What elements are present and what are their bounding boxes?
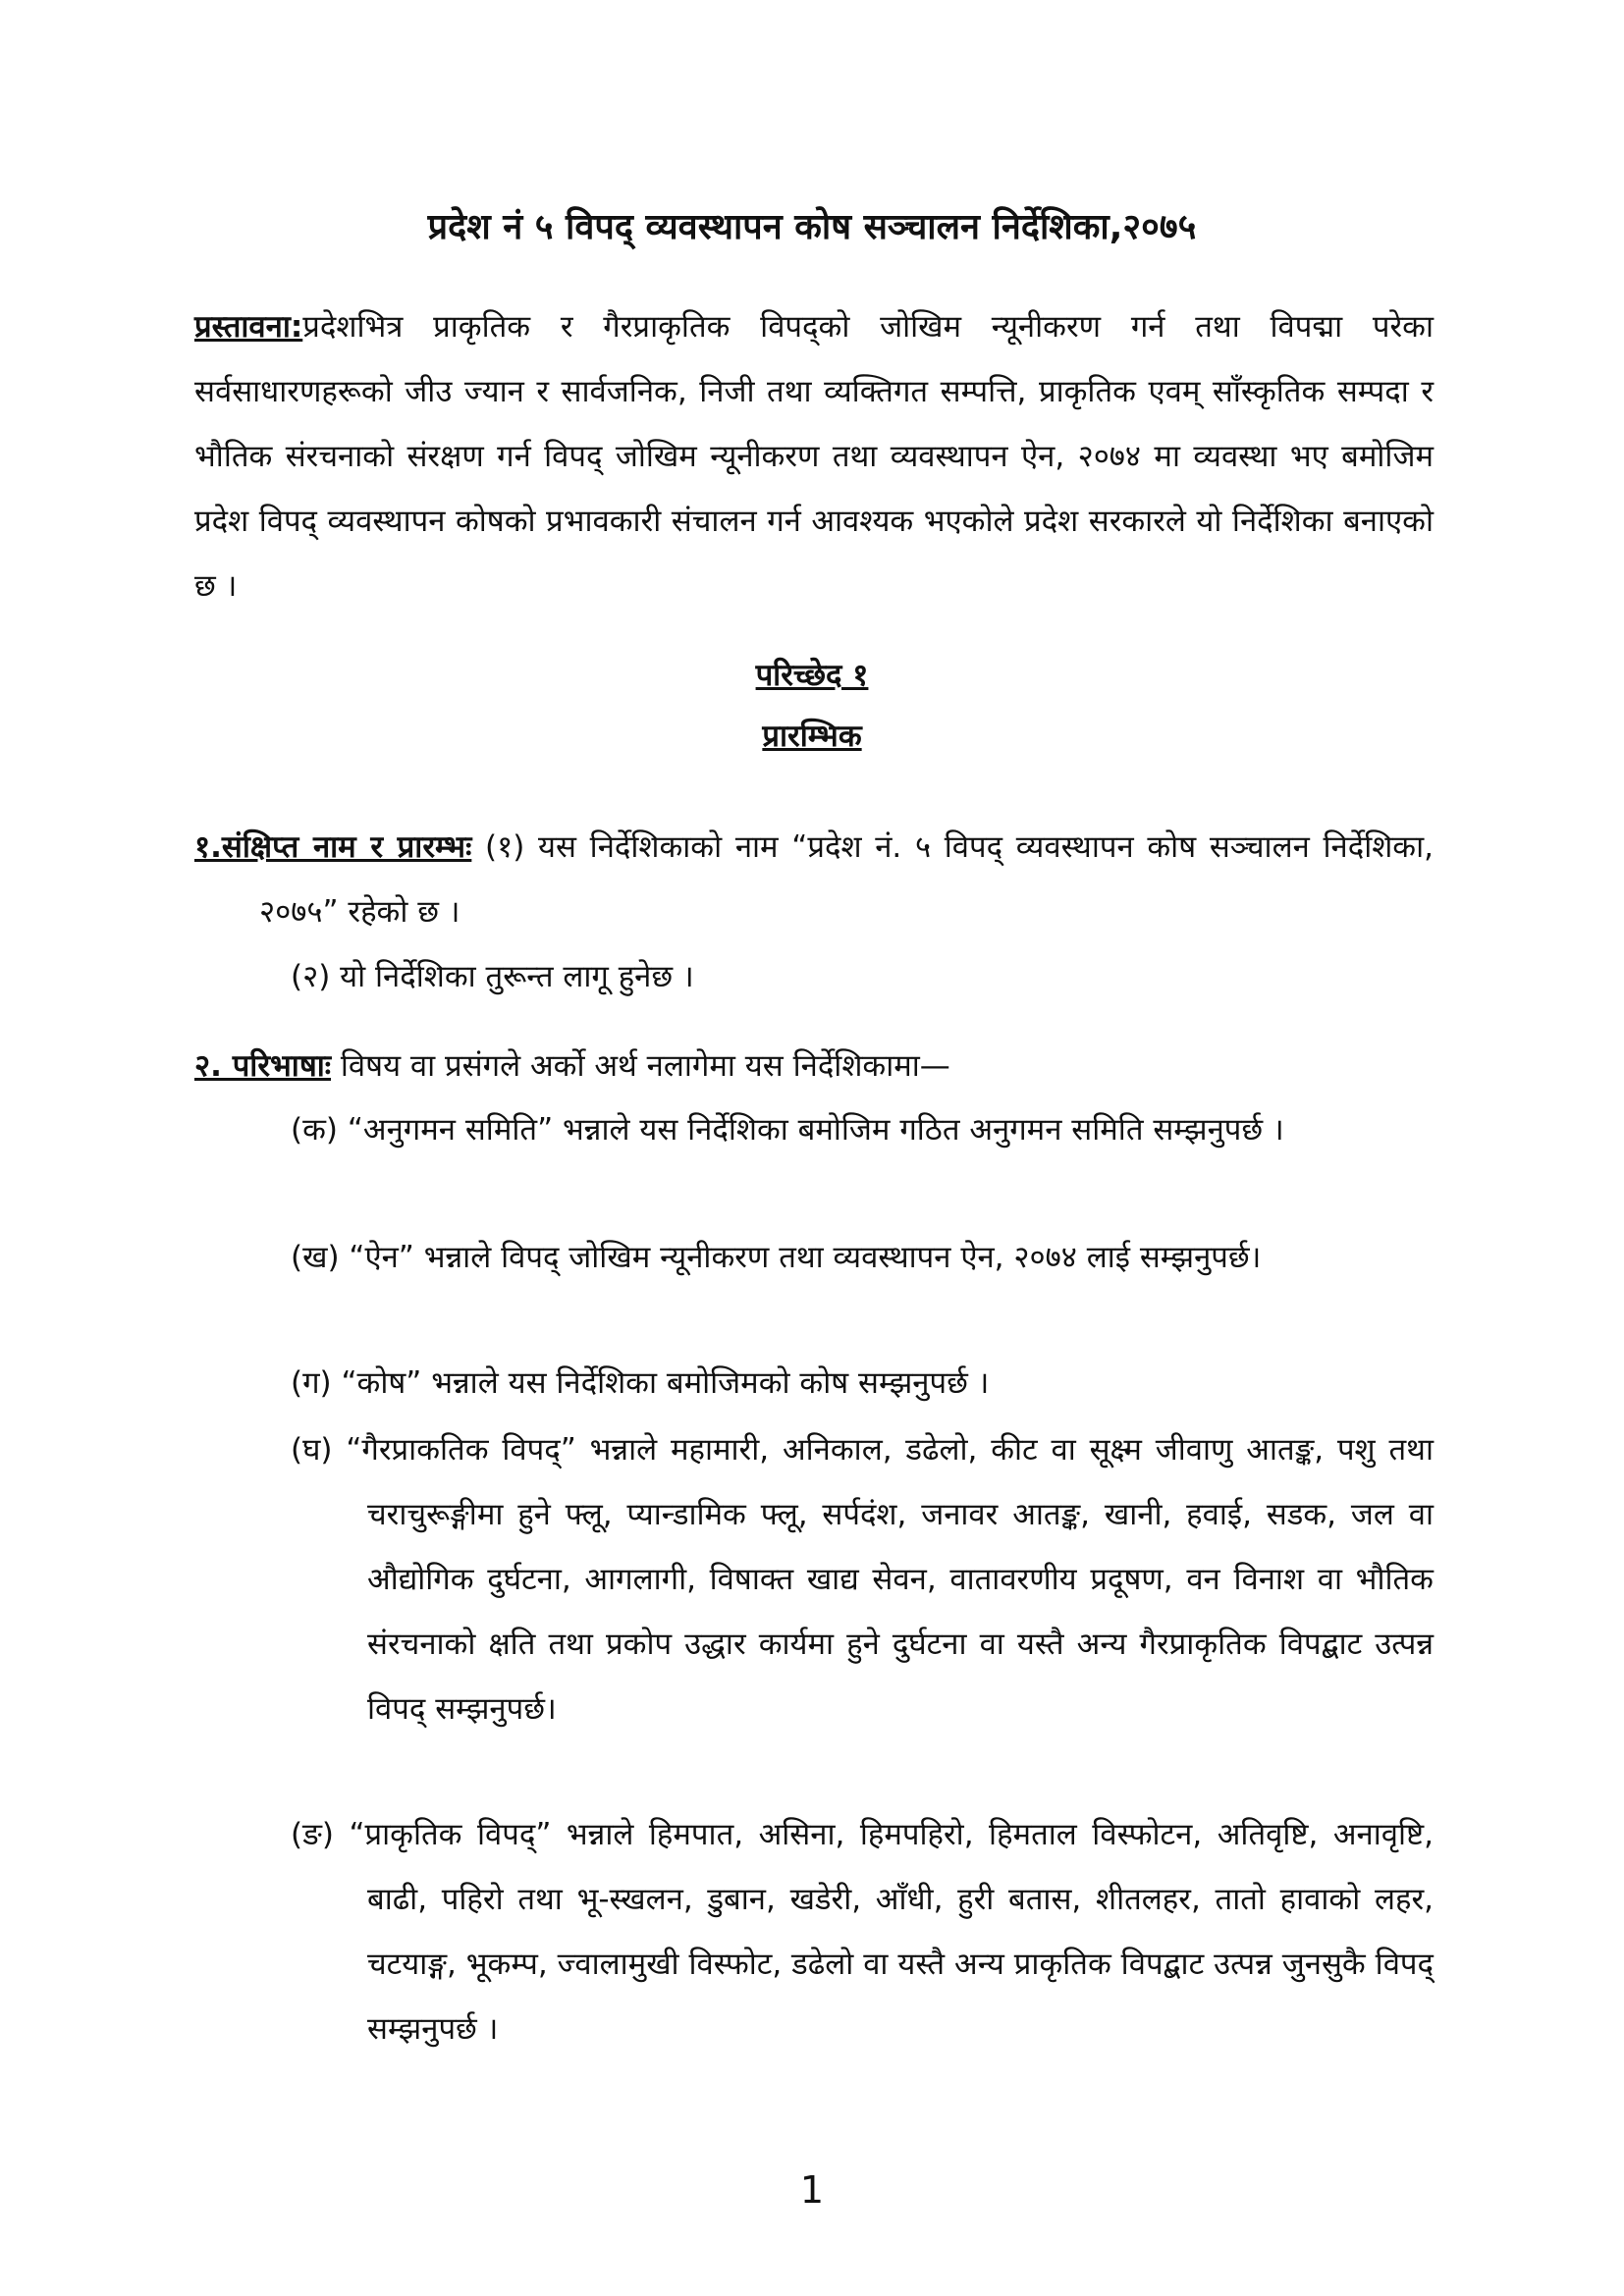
document-title: प्रदेश नं ५ विपद् व्यवस्थापन कोष सञ्चालन निर्देशिका,२०७५: [427, 207, 1197, 247]
preamble-paragraph: [194, 294, 1434, 618]
page-number: 1: [799, 2168, 825, 2212]
preamble-text: प्रदेशभित्र प्राकृतिक र गैरप्राकृतिक विपद्को जोखिम न्यूनीकरण गर्न तथा विपद्मा परेका सर्वसाधारणहरूको जीउ ज्यान र सार्वजनिक, निजी तथा व्यक्तिगत सम्पत्ति, प्राकृतिक एवम् साँस्कृतिक सम्पदा र भौतिक संरचनाको संरक्षण गर्न विपद् जोखिम न्यूनीकरण तथा व्यवस्थापन ऐन, २०७४ मा व्यवस्था भए बमोजिम प्रदेश विपद् व्यवस्थापन कोषको प्रभावकारी संचालन गर्न आवश्यक भएकोले प्रदेश सरकारले यो निर्देशिका बनाएको छ ।: [194, 309, 1434, 604]
section-2-intro: विषय वा प्रसंगले अर्को अर्थ नलागेमा यस निर्देशिकामा—: [340, 1048, 950, 1084]
section-1: [194, 815, 1434, 944]
chapter-number: परिच्छेद १: [755, 658, 869, 693]
definition-ga: (ग) “कोष” भन्नाले यस निर्देशिका बमोजिमको कोष सम्झनुपर्छ ।: [291, 1365, 990, 1401]
chapter-name: प्रारम्भिक: [762, 719, 862, 754]
section-1-clause-2: (२) यो निर्देशिका तुरून्त लागू हुनेछ ।: [291, 959, 694, 994]
definition-gha: (घ) “गैरप्राकतिक विपद्” भन्नाले महामारी, अनिकाल, डढेलो, कीट वा सूक्ष्म जीवाणु आतङ्क, पशु तथा चराचुरूङ्गीमा हुने फ्लू, प्यान्डामिक फ्लू, सर्पदंश, जनावर आतङ्क, खानी, हवाई, सडक, जल वा औद्योगिक दुर्घटना, आगलागी, विषाक्त खाद्य सेवन, वातावरणीय प्रदूषण, वन विनाश वा भौतिक संरचनाको क्षति तथा प्रकोप उद्धार कार्यमा हुने दुर्घटना वा यस्तै अन्य गैरप्राकृतिक विपद्बाट उत्पन्न विपद् सम्झनुपर्छ।: [291, 1432, 1434, 1727]
definition-ka: (क) “अनुगमन समिति” भन्नाले यस निर्देशिका बमोजिम गठित अनुगमन समिति सम्झनुपर्छ ।: [291, 1112, 1284, 1148]
section-2-heading: २. परिभाषाः: [194, 1048, 332, 1084]
definition-kha: (ख) “ऐन” भन्नाले विपद् जोखिम न्यूनीकरण तथा व्यवस्थापन ऐन, २०७४ लाई सम्झनुपर्छ।: [291, 1240, 1262, 1275]
section-1-clause-1: (१) यस निर्देशिकाको नाम “प्रदेश नं. ५ विपद् व्यवस्थापन कोष सञ्चालन निर्देशिका, २०७५” रहेको छ ।: [259, 829, 1434, 930]
section-2: [194, 1034, 1434, 1098]
definition-nga: (ङ) “प्राकृतिक विपद्” भन्नाले हिमपात, असिना, हिमपहिरो, हिमताल विस्फोटन, अतिवृष्टि, अनावृष्टि, बाढी, पहिरो तथा भू-स्खलन, डुबान, खडेरी, आँधी, हुरी बतास, शीतलहर, तातो हावाको लहर, चटयाङ्ग, भूकम्प, ज्वालामुखी विस्फोट, डढेलो वा यस्तै अन्य प्राकृतिक विपद्बाट उत्पन्न जुनसुकै विपद् सम्झनुपर्छ ।: [291, 1817, 1434, 2047]
preamble-label: प्रस्तावना:: [194, 309, 303, 345]
section-1-heading: १.संक्षिप्त नाम र प्रारम्भः: [194, 829, 472, 865]
